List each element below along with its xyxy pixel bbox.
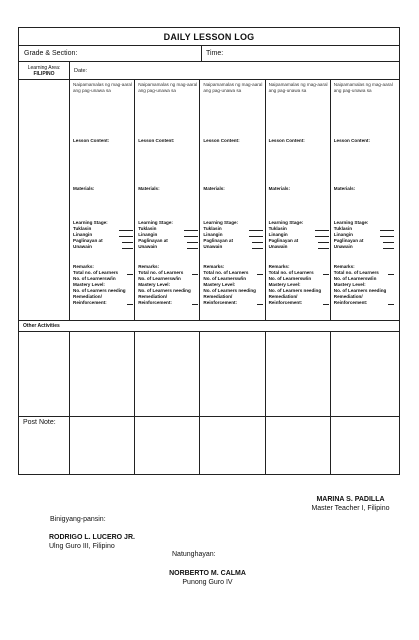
remarks-text: Reinforcement: [73, 300, 107, 305]
remarks-text: Total no. of Learners [268, 270, 314, 275]
stage-blank[interactable] [119, 226, 133, 231]
stage-name: Tuklasin [138, 226, 157, 231]
post-note-cell [70, 417, 135, 474]
stage-blank[interactable] [315, 226, 329, 231]
learning-stage-block [203, 220, 263, 250]
learning-stage-label: Learning Stage: [333, 220, 369, 225]
stage-name: Unawain [73, 244, 92, 249]
remarks-line [73, 300, 133, 306]
learning-stage-label: Learning Stage: [138, 220, 173, 225]
stage-name: Paglinayan at [138, 238, 168, 243]
remarks-blank[interactable] [323, 300, 329, 305]
remarks-text: No. of Learnersw/in [73, 276, 116, 281]
learning-stage-block [269, 220, 329, 250]
stage-name: Unawain [203, 244, 223, 249]
stage-line [73, 244, 133, 250]
stage-line [203, 244, 263, 250]
remarks-text: No. of Learners needing [73, 288, 126, 293]
materials-label: Materials: [268, 186, 291, 191]
remarks-text: No. of Learnersw/in [203, 276, 247, 281]
remarks-label: Remarks: [203, 264, 225, 269]
remarks-blank[interactable] [388, 270, 394, 275]
stage-name: Tuklasin [268, 226, 287, 231]
signatory-calma [160, 570, 255, 586]
day-column [331, 80, 396, 320]
stage-name: Unawain [333, 244, 353, 249]
learning-stage-block [334, 220, 394, 250]
learning-stage-label: Learning Stage: [268, 220, 304, 225]
prepared-label: Binigyang-pansin: [50, 516, 106, 523]
daily-lesson-log-form [18, 27, 400, 475]
remarks-label: Remarks: [268, 264, 290, 269]
stage-blank[interactable] [184, 232, 198, 237]
form-title: DAILY LESSON LOG [19, 28, 399, 46]
learning-stage-block [138, 220, 198, 250]
learning-area-cell [19, 62, 70, 79]
remarks-text: Reinforcement: [138, 300, 172, 305]
remarks-block [203, 264, 263, 306]
lesson-plan-row [19, 80, 399, 321]
stage-blank[interactable] [249, 232, 263, 237]
remarks-blank[interactable] [127, 300, 133, 305]
stage-blank[interactable] [119, 232, 133, 237]
stage-name: Unawain [138, 244, 158, 249]
remarks-text: No. of Learnersw/in [138, 276, 181, 281]
lesson-content-label: Lesson Content: [203, 138, 240, 143]
signatory-lucero [49, 534, 135, 550]
stage-name: Tuklasin [73, 226, 92, 231]
padilla-role: Master Teacher I, Filipino [311, 505, 390, 512]
remarks-blank[interactable] [192, 270, 198, 275]
time-field: Time: [206, 50, 224, 57]
remarks-text: Reinforcement: [268, 300, 303, 305]
post-note-cell [135, 417, 200, 474]
post-note-row [19, 417, 399, 474]
activities-cell [331, 332, 396, 416]
remarks-label: Remarks: [73, 264, 94, 269]
stage-name: Tuklasin [203, 226, 222, 231]
objective-text: Naipamamalas ng mag-aaral ang pag-unawa sa [333, 82, 393, 93]
stage-line [269, 244, 329, 250]
remarks-text: Mastery Level: [138, 282, 171, 287]
day-column [135, 80, 200, 320]
remarks-text: Total no. of Learners [138, 270, 184, 275]
materials-label: Materials: [138, 186, 160, 191]
stage-name: Paglinayan at [73, 238, 103, 243]
activities-cell [200, 332, 265, 416]
remarks-text: Total no. of Learners [333, 270, 379, 275]
remarks-text: Mastery Level: [73, 282, 105, 287]
date-field: Date: [74, 68, 88, 74]
stage-name: Linangin [203, 232, 223, 237]
other-activities-row [19, 332, 399, 417]
remarks-text: No. of Learners needing [138, 288, 191, 293]
stage-blank[interactable] [122, 244, 133, 249]
remarks-text: Mastery Level: [203, 282, 236, 287]
lesson-content-label: Lesson Content: [268, 138, 305, 143]
remarks-block [334, 264, 394, 306]
lead-column [19, 80, 70, 320]
remarks-text: No. of Learnersw/in [333, 276, 377, 281]
lucero-name: RODRIGO L. LUCERO JR. [49, 534, 135, 541]
stage-name: Linangin [138, 232, 158, 237]
post-note-cell [200, 417, 265, 474]
activities-cell [135, 332, 200, 416]
stage-blank[interactable] [187, 244, 198, 249]
stage-blank[interactable] [252, 238, 263, 243]
stage-blank[interactable] [315, 232, 329, 237]
stage-name: Linangin [268, 232, 288, 237]
stage-blank[interactable] [252, 244, 263, 249]
remarks-line [269, 300, 329, 306]
activities-cell [266, 332, 331, 416]
objective-text: Naipamamalas ng mag-aaral ang pag-unawa sa [138, 82, 198, 93]
stage-blank[interactable] [187, 238, 198, 243]
remarks-text: Reinforcement: [333, 300, 368, 305]
objective-text: Naipamamalas ng mag-aaral ang pag-unawa sa [268, 82, 328, 93]
remarks-line [203, 300, 263, 306]
remarks-line [334, 300, 394, 306]
activities-lead-cell [19, 332, 70, 416]
stage-blank[interactable] [122, 238, 133, 243]
remarks-text: Reinforcement: [203, 300, 238, 305]
stage-blank[interactable] [318, 244, 329, 249]
stage-name: Paglinayan at [203, 238, 233, 243]
signatory-padilla [288, 496, 413, 512]
day-column [200, 80, 265, 320]
remarks-text: Mastery Level: [268, 282, 301, 287]
calma-name: NORBERTO M. CALMA [169, 570, 246, 577]
remarks-text: Remediation/ [203, 294, 233, 299]
remarks-line [138, 300, 198, 306]
remarks-block [138, 264, 198, 306]
remarks-blank[interactable] [192, 300, 198, 305]
remarks-blank[interactable] [323, 270, 329, 275]
noted-label: Natunghayan: [172, 551, 216, 558]
calma-role: Punong Guro IV [182, 579, 233, 586]
learning-stage-label: Learning Stage: [73, 220, 108, 225]
materials-label: Materials: [203, 186, 225, 191]
day-column [266, 80, 331, 320]
stage-name: Linangin [73, 232, 93, 237]
stage-blank[interactable] [249, 226, 263, 231]
post-note-cell [266, 417, 331, 474]
lucero-role: Ulng Guro III, Filipino [49, 543, 115, 550]
remarks-text: Remediation/ [333, 294, 363, 299]
stage-blank[interactable] [184, 226, 198, 231]
materials-label: Materials: [333, 186, 356, 191]
post-note-label: Post Note: [19, 417, 70, 474]
stage-blank[interactable] [380, 232, 394, 237]
lesson-content-label: Lesson Content: [138, 138, 175, 143]
remarks-label: Remarks: [333, 264, 355, 269]
post-note-cell [331, 417, 396, 474]
remarks-text: Mastery Level: [333, 282, 366, 287]
materials-label: Materials: [73, 186, 95, 191]
remarks-blank[interactable] [257, 300, 263, 305]
stage-blank[interactable] [383, 238, 394, 243]
objective-text: Naipamamalas ng mag-aaral ang pag-unawa sa [203, 82, 263, 93]
objective-text: Naipamamalas ng mag-aaral ang pag-unawa sa [73, 82, 132, 93]
stage-line [334, 244, 394, 250]
remarks-text: No. of Learnersw/in [268, 276, 312, 281]
remarks-text: No. of Learners needing [268, 288, 322, 293]
stage-name: Paglinayan at [268, 238, 299, 243]
remarks-text: No. of Learners needing [203, 288, 256, 293]
remarks-blank[interactable] [127, 270, 133, 275]
remarks-block [73, 264, 133, 306]
lesson-content-label: Lesson Content: [73, 138, 110, 143]
activities-cell [70, 332, 135, 416]
day-column [70, 80, 135, 320]
remarks-label: Remarks: [138, 264, 160, 269]
stage-line [138, 244, 198, 250]
stage-name: Linangin [333, 232, 353, 237]
remarks-blank[interactable] [388, 300, 394, 305]
learning-area-row [19, 62, 399, 80]
remarks-text: Total no. of Learners [73, 270, 119, 275]
learning-stage-label: Learning Stage: [203, 220, 239, 225]
learning-area-value: FILIPINO [33, 71, 55, 77]
stage-blank[interactable] [380, 226, 394, 231]
remarks-text: No. of Learners needing [333, 288, 387, 293]
lesson-content-label: Lesson Content: [333, 138, 370, 143]
grade-section-field: Grade & Section: [19, 46, 202, 61]
stage-name: Paglinayan at [333, 238, 364, 243]
stage-name: Tuklasin [333, 226, 353, 231]
padilla-name: MARINA S. PADILLA [316, 496, 385, 503]
remarks-text: Total no. of Learners [203, 270, 249, 275]
stage-name: Unawain [268, 244, 288, 249]
stage-blank[interactable] [383, 244, 394, 249]
other-activities-label: Other Activities [19, 321, 399, 332]
remarks-block [269, 264, 329, 306]
remarks-text: Remediation/ [138, 294, 168, 299]
remarks-text: Remediation/ [73, 294, 102, 299]
remarks-text: Remediation/ [268, 294, 298, 299]
learning-area-label: Learning Area: [27, 65, 61, 71]
learning-stage-block [73, 220, 133, 250]
stage-blank[interactable] [318, 238, 329, 243]
grade-time-row [19, 46, 399, 62]
remarks-blank[interactable] [257, 270, 263, 275]
